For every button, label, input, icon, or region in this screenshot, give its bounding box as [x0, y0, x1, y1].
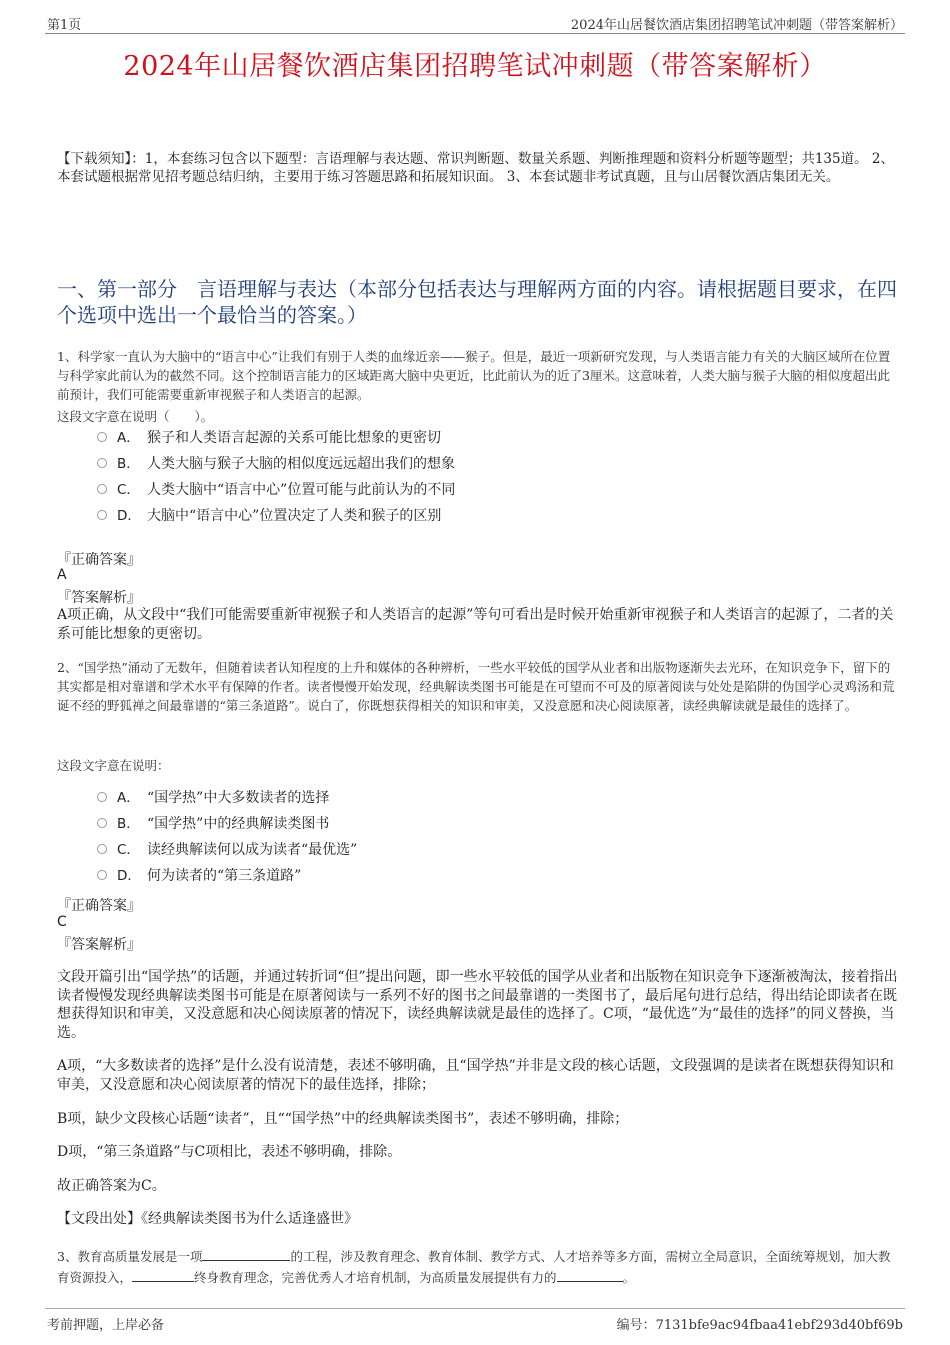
option-letter: C． — [117, 842, 140, 858]
question-2-prompt: 这段文字意在说明： — [57, 758, 170, 773]
option-letter: A． — [117, 790, 140, 806]
question-2-option-b[interactable] — [97, 813, 329, 835]
question-2-explanation-1: 文段开篇引出“国学热”的话题，并通过转折词“但”提出问题，即一些水平较低的国学从业者和出版物在知识竞争下逐渐被淘汰，接着指出读者慢慢发现经典解读类图书可能是在原著阅读与一系列不好的图书之间最靠谱的一类图书了，最后尾句进行总结，得出结论即读者在既想获得知识和审美，又没意愿和决心阅读原著的情况下，读经典解读就是最佳的选择了。C项，“最优选”为“最佳的选择”的同义替换，当选。 — [57, 969, 898, 1041]
question-1-option-d[interactable] — [97, 505, 441, 527]
radio-icon[interactable] — [97, 818, 107, 828]
option-letter: B． — [117, 816, 140, 832]
question-2-explanation-4: D项，“第三条道路”与C项相比，表述不够明确，排除。 — [57, 1144, 402, 1160]
header-doc-title: 2024年山居餐饮酒店集团招聘笔试冲刺题（带答案解析） — [570, 18, 903, 33]
option-text: 人类大脑中“语言中心”位置可能与此前认为的不同 — [147, 482, 456, 498]
question-2-explanation-5: 故正确答案为C。 — [57, 1178, 166, 1194]
radio-icon[interactable] — [97, 870, 107, 880]
question-2-explain-label: 『答案解析』 — [57, 937, 141, 953]
question-1-explain-label: 『答案解析』 — [57, 590, 141, 606]
question-1-option-a[interactable] — [97, 427, 441, 449]
q3-part-4: 。 — [622, 1270, 636, 1285]
option-letter: D． — [117, 508, 141, 524]
question-1-text: 1、科学家一直认为大脑中的“语言中心”让我们有别于人类的血缘近亲——猴子。但是，最近一项新研究发现，与人类语言能力有关的大脑区域所在位置与科学家此前认为的截然不同。这个控制语言能力的区域距离大脑中央更近，比此前认为的近了3厘米。这意味着，人类大脑与猴子大脑的相似度超出此前预计，我们可能需要重新审视猴子和人类语言的起源。 — [57, 349, 891, 402]
radio-icon[interactable] — [97, 510, 107, 520]
footer-slogan: 考前押题，上岸必备 — [47, 1318, 165, 1333]
q3-part-3: 终身教育理念，完善优秀人才培育机制，为高质量发展提供有力的 — [194, 1270, 557, 1285]
option-letter: C． — [117, 482, 140, 498]
header-divider — [45, 33, 905, 34]
footer-doc-id: 编号：7131bfe9ac94fbaa41ebf293d40bf69b — [616, 1318, 903, 1333]
option-text: 大脑中“语言中心”位置决定了人类和猴子的区别 — [147, 508, 442, 524]
question-3-text — [57, 1246, 902, 1288]
question-2-answer: C — [57, 914, 67, 930]
option-letter: D． — [117, 868, 141, 884]
fill-blank[interactable] — [132, 1268, 194, 1282]
option-letter: A． — [117, 430, 140, 446]
question-1-option-b[interactable] — [97, 453, 455, 475]
section-title: 一、第一部分 言语理解与表达（本部分包括表达与理解两方面的内容。请根据题目要求，在四个选项中选出一个最恰当的答案。） — [57, 277, 897, 327]
question-2-source: 【文段出处】《经典解读类图书为什么适逢盛世》 — [57, 1211, 358, 1227]
fill-blank[interactable] — [557, 1268, 623, 1282]
radio-icon[interactable] — [97, 484, 107, 494]
question-2-explanation-2: A项，“大多数读者的选择”是什么没有说清楚，表述不够明确，且“国学热”并非是文段的核心话题，文段强调的是读者在既想获得知识和审美，又没意愿和决心阅读原著的情况下的最佳选择，排除； — [57, 1058, 894, 1093]
question-1-answer-label: 『正确答案』 — [57, 552, 141, 568]
question-1-prompt: 这段文字意在说明（ ）。 — [57, 409, 214, 424]
question-1-explanation: A项正确，从文段中“我们可能需要重新审视猴子和人类语言的起源”等句可看出是时候开始重新审视猴子和人类语言的起源了，二者的关系可能比想象的更密切。 — [57, 607, 894, 642]
question-2-answer-label: 『正确答案』 — [57, 898, 141, 914]
option-text: 人类大脑与猴子大脑的相似度远远超出我们的想象 — [147, 456, 455, 472]
option-text: 读经典解读何以成为读者“最优选” — [147, 842, 358, 858]
question-2-explanation-3: B项，缺少文段核心话题“读者”，且““国学热”中的经典解读类图书”，表述不够明确，排除； — [57, 1111, 629, 1127]
fill-blank[interactable] — [202, 1247, 290, 1261]
page-number: 第1页 — [47, 18, 82, 33]
question-2-option-a[interactable] — [97, 787, 329, 809]
radio-icon[interactable] — [97, 458, 107, 468]
q3-part-1: 3、教育高质量发展是一项 — [57, 1249, 203, 1264]
option-letter: B． — [117, 456, 140, 472]
question-1-option-c[interactable] — [97, 479, 455, 501]
radio-icon[interactable] — [97, 844, 107, 854]
download-notice: 【下载须知】：1，本套练习包含以下题型：言语理解与表达题、常识判断题、数量关系题、判断推理题和资料分析题等题型；共135道。 2、本套试题根据常见招考题总结归纳，主要用于练习答题思路和拓展知识面。 3、本套试题非考试真题，且与山居餐饮酒店集团无关。 — [57, 151, 894, 185]
radio-icon[interactable] — [97, 432, 107, 442]
page-header — [0, 0, 950, 34]
q3-part-2: 的工程，涉及教育理念、教育体制、教学方式、人才培养等多方面，需树立全局意识，全面统筹规划，加大教育资源投入， — [57, 1249, 891, 1285]
question-2-text: 2、“国学热”涌动了无数年，但随着读者认知程度的上升和媒体的各种辨析，一些水平较低的国学从业者和出版物逐渐失去光环，在知识竞争下，留下的其实都是相对靠谱和学术水平有保障的作者。读者慢慢开始发现，经典解读类图书可能是在可望而不可及的原著阅读与处处是陷阱的伪国学心灵鸡汤和荒诞不经的野狐禅之间最靠谱的“第三条道路”。说白了，你既想获得相关的知识和审美，又没意愿和决心阅读原著，读经典解读就是最佳的选择了。 — [57, 660, 895, 713]
radio-icon[interactable] — [97, 792, 107, 802]
option-text: 猴子和人类语言起源的关系可能比想象的更密切 — [147, 430, 441, 446]
option-text: “国学热”中大多数读者的选择 — [147, 790, 330, 806]
document-title: 2024年山居餐饮酒店集团招聘笔试冲刺题（带答案解析） — [123, 51, 827, 82]
option-text: 何为读者的“第三条道路” — [147, 868, 302, 884]
question-1-answer: A — [57, 567, 67, 583]
option-text: “国学热”中的经典解读类图书 — [147, 816, 330, 832]
question-2-option-c[interactable] — [97, 839, 357, 861]
question-2-option-d[interactable] — [97, 865, 301, 887]
footer-divider — [45, 1308, 905, 1309]
